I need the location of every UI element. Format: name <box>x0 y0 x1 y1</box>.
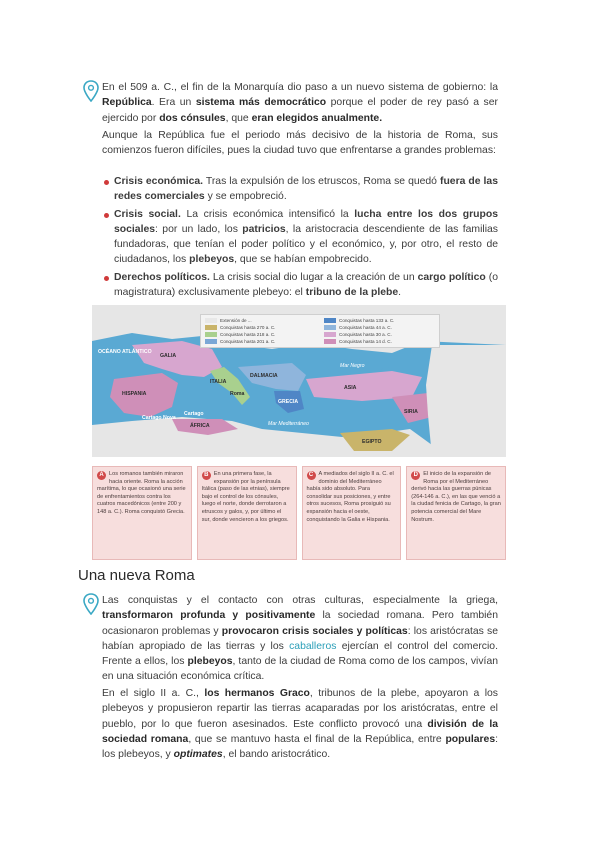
legend-swatch <box>205 325 217 330</box>
note-letter-badge: C <box>307 471 316 480</box>
map-label-roma: Roma <box>230 391 245 397</box>
note-card <box>92 466 192 560</box>
gracchi-paragraph: En el siglo II a. C., los hermanos Graco, tribunos de la plebe, apoyaron a los plebeyos y propusieron repartir las tierras acaparadas por los aristócratas, entre el pueblo, por lo que fueron asesinados. Este conflicto provocó una división de la sociedad romana, que se mantuvo hasta el final de la República, entre populares: los plebeyos, y optimates, el bando aristocrático. <box>102 688 499 761</box>
note-text: A mediados del siglo II a. C. el dominio del Mediterráneo había sido absoluto. Para consolidar sus posiciones, y entre otros sucesos, Roma prosiguió su expansión hacia el oeste, conquistando la Galia e Hispania. <box>306 471 394 523</box>
note-letter-badge: B <box>202 471 211 480</box>
problems-list <box>104 174 498 302</box>
new-rome-paragraph: Las conquistas y el contacto con otras culturas, especialmente la griega, transformaron profunda y positivamente la sociedad romana. Pero también ocasionaron problemas y provocaron crisis sociales y políticas: los aristócratas se habían apropiado de las tierras y los caballeros ejercían el control del comercio. Frente a ellos, los plebeyos, tanto de la ciudad de Roma como de los campos, vivían en una situación económica crítica. <box>102 595 499 683</box>
list-item: Crisis social. La crisis económica intensificó la lucha entre los dos grupos sociales: por un lado, los patricios, la aristocracia descendiente de las familias fundadoras, que tenían el poder político y el económico, y, por otro, el resto de ciudadanos, los plebeyos, que se habían empobrecido. <box>104 207 498 268</box>
map-label-cartago-nova: Cartago Nova <box>142 415 176 421</box>
map-label-asia: ASIA <box>344 385 357 391</box>
map-label-italia: ITALIA <box>210 379 227 385</box>
map-label-mar-negro: Mar Negro <box>340 363 365 369</box>
problems-paragraph: Aunque la República fue el periodo más decisivo de la historia de Roma, sus comienzos fueron difíciles, pues la ciudad tuvo que enfrentarse a grandes problemas: <box>102 130 498 157</box>
note-card <box>197 466 297 560</box>
legend-item: Conquistas hasta 30 a. C. <box>324 332 435 337</box>
list-item: Derechos políticos. La crisis social dio lugar a la creación de un cargo político (o magistratura) exclusivamente plebeyo: el tribuno de la plebe. <box>104 270 498 301</box>
legend-swatch <box>324 339 336 344</box>
map-legend <box>200 314 440 348</box>
legend-item: Conquistas hasta 44 a. C. <box>324 325 435 330</box>
legend-item: Conquistas hasta 270 a. C. <box>205 325 316 330</box>
map-label-cartago: Cartago <box>184 411 204 417</box>
note-letter-badge: D <box>411 471 420 480</box>
legend-swatch <box>324 318 336 323</box>
legend-swatch <box>205 318 217 323</box>
map-label-egipto: EGIPTO <box>362 439 382 445</box>
legend-item: Conquistas hasta 14 d. C. <box>324 339 435 344</box>
location-pin-icon <box>83 593 99 615</box>
legend-swatch <box>205 332 217 337</box>
map-label-hispania: HISPANIA <box>122 391 147 397</box>
map-label-mediterraneo: Mar Mediterráneo <box>268 421 309 427</box>
legend-item: Conquistas hasta 201 a. C. <box>205 339 316 344</box>
map-label-africa: ÁFRICA <box>190 423 210 429</box>
note-text: Los romanos también miraron hacia oriente. Roma la acción marítima, lo que ocasionó una serie de enfrentamientos contra los cuatros macedónicos (entre 200 y 148 a. C.). Roma conquistó Grecia. <box>97 471 186 515</box>
map-label-siria: SIRIA <box>404 409 418 415</box>
note-letter-badge: A <box>97 471 106 480</box>
legend-swatch <box>324 325 336 330</box>
note-card <box>302 466 402 560</box>
note-card <box>406 466 506 560</box>
legend-item: Conquistas hasta 133 a. C. <box>324 318 435 323</box>
legend-swatch <box>324 332 336 337</box>
location-pin-icon <box>83 80 99 102</box>
map-label-dalmacia: DALMACIA <box>250 373 278 379</box>
map-notes <box>92 466 506 560</box>
intro-paragraph: En el 509 a. C., el fin de la Monarquía dio paso a un nuevo sistema de gobierno: la República. Era un sistema más democrático porque el poder de rey pasó a ser ejercido por dos cónsules, que eran elegidos anualmente. <box>102 82 498 124</box>
note-text: El inicio de la expansión de Roma por el Mediterráneo derivó hacia las guerras púnicas (264-146 a. C.), en las que venció a la ciudad fenicia de Cartago, la gran potencia comercial del Mare Nostrum. <box>411 471 501 523</box>
legend-swatch <box>205 339 217 344</box>
map-label-galia: GALIA <box>160 353 177 359</box>
section-title: Una nueva Roma <box>78 567 195 584</box>
list-item: Crisis económica. Tras la expulsión de los etruscos, Roma se quedó fuera de las redes comerciales y se empobreció. <box>104 174 498 205</box>
legend-item: Conquistas hasta 218 a. C. <box>205 332 316 337</box>
legend-item: Extensión de ... <box>205 318 316 323</box>
map-label-ocean: OCÉANO ATLÁNTICO <box>98 349 152 355</box>
map-label-grecia: GRECIA <box>278 399 299 405</box>
note-text: En una primera fase, la expansión por la península Itálica (paso de las etnias), siempre bajo el control de los cónsules, luego el norte, donde derrotaron a etruscos y galos, y, por último el sur, donde vencieron a los griegos. <box>201 471 290 523</box>
roman-expansion-map <box>92 305 506 457</box>
